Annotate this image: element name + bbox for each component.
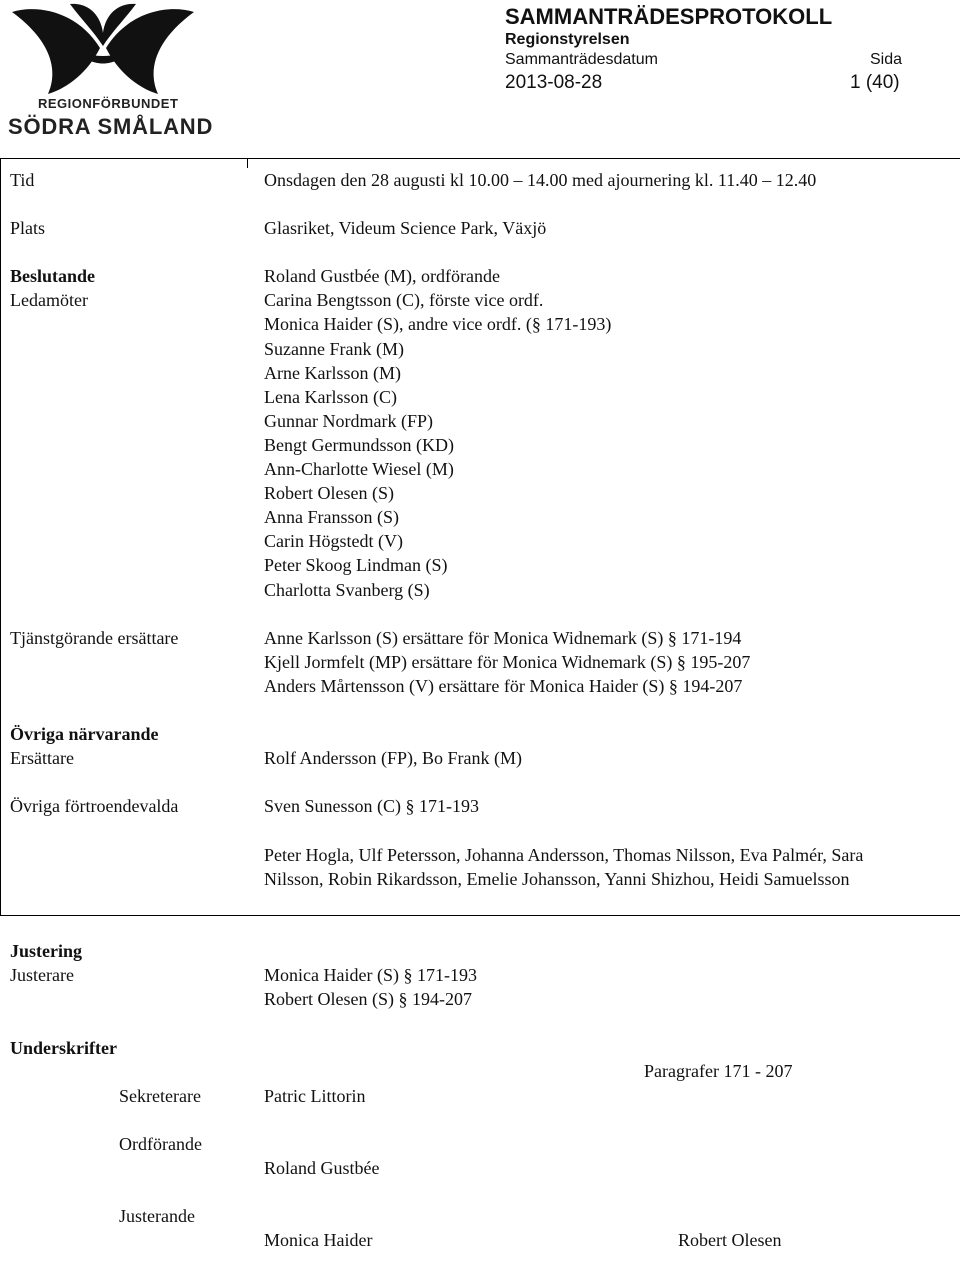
ledamoter-label: Ledamöter xyxy=(10,290,88,310)
ersattare-label: Ersättare xyxy=(10,748,74,768)
mid-rule xyxy=(0,915,960,916)
sekreterare-label: Sekreterare xyxy=(119,1086,201,1106)
list-item: Peter Skoog Lindman (S) xyxy=(264,555,448,575)
tjanst-label: Tjänstgörande ersättare xyxy=(10,628,179,648)
ordforande-name: Roland Gustbée xyxy=(264,1158,380,1178)
date-label: Sammanträdesdatum xyxy=(505,51,658,68)
ordforande-label: Ordförande xyxy=(119,1134,202,1154)
list-item: Arne Karlsson (M) xyxy=(264,363,401,383)
list-item: Monica Haider (S) § 171-193 xyxy=(264,965,477,985)
list-item: Anna Fransson (S) xyxy=(264,507,399,527)
justerande-name-1: Monica Haider xyxy=(264,1230,373,1250)
sekreterare-name: Patric Littorin xyxy=(264,1086,366,1106)
list-item: Bengt Germundsson (KD) xyxy=(264,435,454,455)
plats-label: Plats xyxy=(10,218,46,238)
fortroende-value: Sven Sunesson (C) § 171-193 xyxy=(264,796,479,816)
leaf-emblem-icon xyxy=(8,2,198,97)
paragrafer-text: Paragrafer 171 - 207 xyxy=(644,1061,793,1081)
regionforbundet-logo xyxy=(8,2,214,142)
staff-line: Peter Hogla, Ulf Petersson, Johanna Andersson, Thomas Nilsson, Eva Palmér, Sara xyxy=(264,845,864,865)
left-rule xyxy=(0,158,1,916)
list-item: Robert Olesen (S) § 194-207 xyxy=(264,989,472,1009)
underskrifter-label: Underskrifter xyxy=(10,1038,117,1058)
fortroende-label: Övriga förtroendevalda xyxy=(10,796,179,816)
top-rule xyxy=(0,158,960,159)
plats-value: Glasriket, Videum Science Park, Växjö xyxy=(264,218,547,238)
justerande-name-2: Robert Olesen xyxy=(678,1230,782,1250)
list-item: Anne Karlsson (S) ersättare för Monica Widnemark (S) § 171-194 xyxy=(264,628,742,648)
list-item: Charlotta Svanberg (S) xyxy=(264,580,430,600)
justering-label: Justering xyxy=(10,941,82,961)
organ-name: Regionstyrelsen xyxy=(505,31,630,48)
justerare-label: Justerare xyxy=(10,965,74,985)
ersattare-value: Rolf Andersson (FP), Bo Frank (M) xyxy=(264,748,523,768)
justerande-label: Justerande xyxy=(119,1206,195,1226)
ovriga-label: Övriga närvarande xyxy=(10,724,159,744)
column-tick xyxy=(247,158,248,168)
list-item: Anders Mårtensson (V) ersättare för Monica Haider (S) § 194-207 xyxy=(264,676,743,696)
list-item: Gunnar Nordmark (FP) xyxy=(264,411,433,431)
list-item: Kjell Jormfelt (MP) ersättare för Monica Widnemark (S) § 195-207 xyxy=(264,652,751,672)
list-item: Ann-Charlotte Wiesel (M) xyxy=(264,459,454,479)
logo-line1: REGIONFÖRBUNDET xyxy=(38,96,179,111)
page-label: Sida xyxy=(870,51,903,68)
list-item: Carina Bengtsson (C), förste vice ordf. xyxy=(264,290,544,310)
list-item: Lena Karlsson (C) xyxy=(264,387,397,407)
list-item: Robert Olesen (S) xyxy=(264,483,394,503)
beslutande-label: Beslutande xyxy=(10,266,96,286)
list-item: Carin Högstedt (V) xyxy=(264,531,403,551)
document-title: SAMMANTRÄDESPROTOKOLL xyxy=(505,4,833,29)
meeting-date: 2013-08-28 xyxy=(505,72,603,93)
tid-label: Tid xyxy=(10,170,35,190)
list-item: Monica Haider (S), andre vice ordf. (§ 171-193) xyxy=(264,314,612,334)
list-item: Roland Gustbée (M), ordförande xyxy=(264,266,500,286)
logo-line2: SÖDRA SMÅLAND xyxy=(8,114,214,139)
tid-value: Onsdagen den 28 augusti kl 10.00 – 14.00 med ajournering kl. 11.40 – 12.40 xyxy=(264,170,817,190)
staff-line: Nilsson, Robin Rikardsson, Emelie Johansson, Yanni Shizhou, Heidi Samuelsson xyxy=(264,869,850,889)
page-number: 1 (40) xyxy=(850,72,900,93)
list-item: Suzanne Frank (M) xyxy=(264,339,404,359)
